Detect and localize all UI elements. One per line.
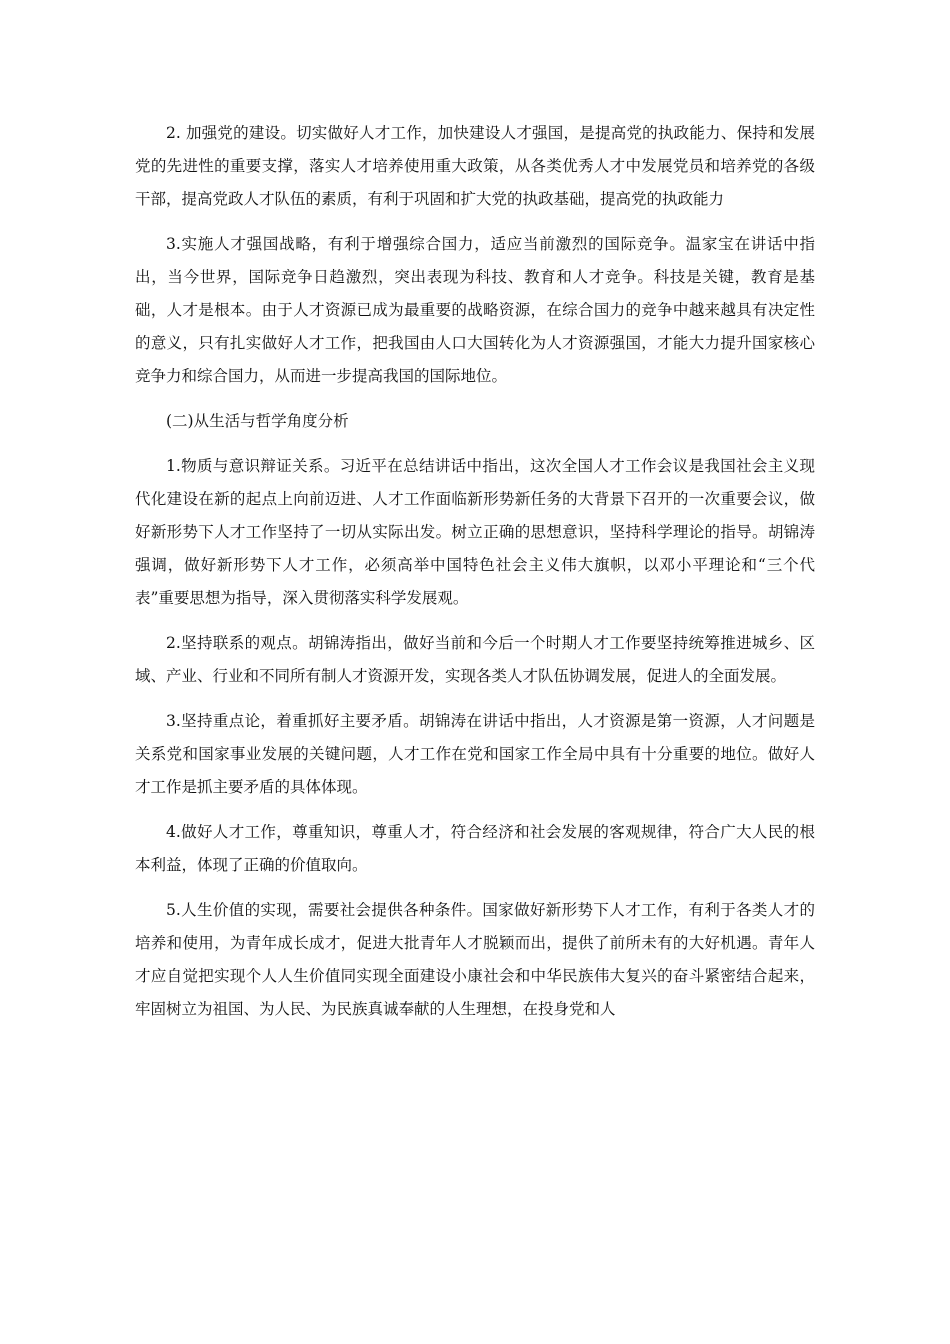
paragraph-life-value: 5.人生价值的实现，需要社会提供各种条件。国家做好新形势下人才工作，有利于各类人才的培养和使用，为青年成长成才，促进大批青年人才脱颖而出，提供了前所未有的大好机遇。青年人才应自觉把实现个人人生价值同实现全面建设小康社会和中华民族伟大复兴的奋斗紧密结合起来，牢固树立为祖国、为人民、为民族真诚奉献的人生理想，在投身党和人 (135, 901, 815, 1018)
document-page (135, 117, 815, 1038)
section-heading-philosophy: (二)从生活与哲学角度分析 (166, 412, 349, 430)
paragraph-talent-strategy: 3.实施人才强国战略，有利于增强综合国力，适应当前激烈的国际竞争。温家宝在讲话中指出，当今世界，国际竞争日趋激烈，突出表现为科技、教育和人才竞争。科技是关键，教育是基础，人才是根本。由于人才资源已成为最重要的战略资源，在综合国力的竞争中越来越具有决定性的意义，只有扎实做好人才工作，把我国由人口大国转化为人才资源强国，才能大力提升国家核心竞争力和综合国力，从而进一步提高我国的国际地位。 (135, 235, 815, 385)
paragraph-matter-consciousness: 1.物质与意识辩证关系。习近平在总结讲话中指出，这次全国人才工作会议是我国社会主义现代化建设在新的起点上向前迈进、人才工作面临新形势新任务的大背景下召开的一次重要会议，做好新形势下人才工作坚持了一切从实际出发。树立正确的思想意识，坚持科学理论的指导。胡锦涛强调，做好新形势下人才工作，必须高举中国特色社会主义伟大旗帜，以邓小平理论和“三个代表”重要思想为指导，深入贯彻落实科学发展观。 (135, 457, 815, 607)
paragraph-strengthen-party: 2. 加强党的建设。切实做好人才工作，加快建设人才强国，是提高党的执政能力、保持和发展党的先进性的重要支撑，落实人才培养使用重大政策，从各类优秀人才中发展党员和培养党的各级干部，提高党政人才队伍的素质，有利于巩固和扩大党的执政基础，提高党的执政能力 (135, 124, 815, 208)
paragraph-respect-talent: 4.做好人才工作，尊重知识，尊重人才，符合经济和社会发展的客观规律，符合广大人民的根本利益，体现了正确的价值取向。 (135, 823, 815, 874)
paragraph-key-point-theory: 3.坚持重点论，着重抓好主要矛盾。胡锦涛在讲话中指出，人才资源是第一资源，人才问题是关系党和国家事业发展的关键问题，人才工作在党和国家工作全局中具有十分重要的地位。做好人才工作是抓主要矛盾的具体体现。 (135, 712, 815, 796)
paragraph-connection-view: 2.坚持联系的观点。胡锦涛指出，做好当前和今后一个时期人才工作要坚持统筹推进城乡、区域、产业、行业和不同所有制人才资源开发，实现各类人才队伍协调发展，促进人的全面发展。 (135, 634, 815, 685)
